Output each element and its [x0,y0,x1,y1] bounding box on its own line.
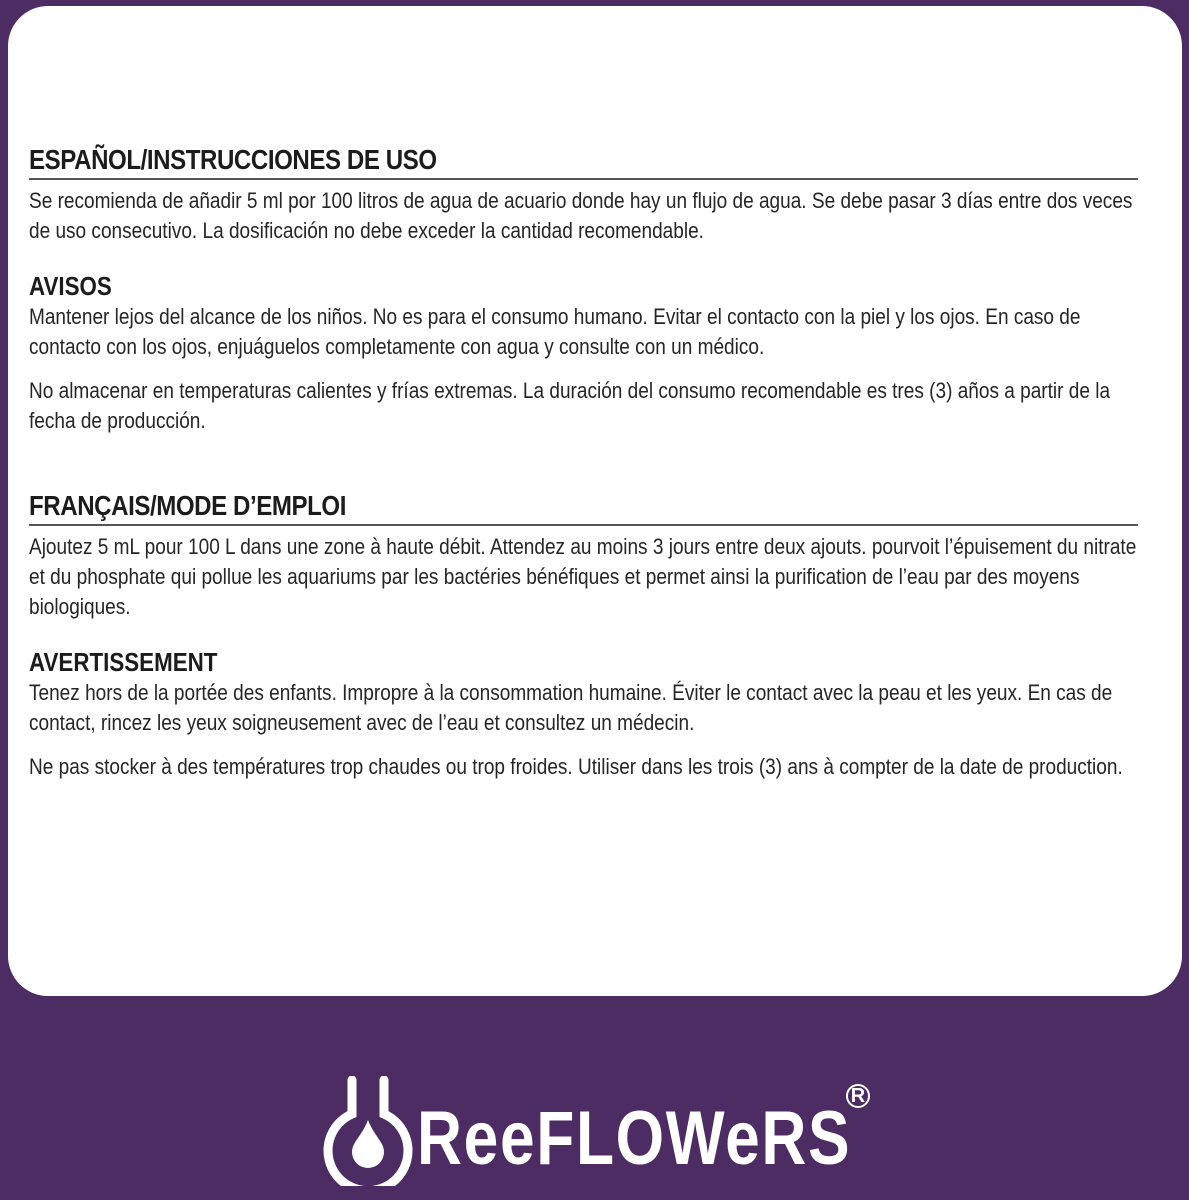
brand-footer [0,996,1189,1200]
french-usage-text: Ajoutez 5 mL pour 100 L dans une zone à haute débit. Attendez au moins 3 jours entre deux ajouts. pourvoit l’épuisement du nitrate et du phosphate qui pollue les aquariums par les bactéries bénéfiques et permet ainsi la purification de l’eau par des moyens biologiques. [29,534,1137,619]
section-divider [29,524,1138,526]
french-section-title: FRANÇAIS/MODE D’EMPLOI [29,490,346,521]
section-divider [29,178,1138,180]
french-warning-text: Tenez hors de la portée des enfants. Impropre à la consommation humaine. Éviter le contact avec la peau et les yeux. En cas de contact, rincez les yeux soigneusement avec de l’eau et consultez un médecin. [29,680,1113,735]
instructions-content [29,142,1138,782]
spanish-warning-text: Mantener lejos del alcance de los niños. No es para el consumo humano. Evitar el contacto con la piel y los ojos. En caso de contacto con los ojos, enjuáguelos completamente con agua y consulte con un médico. [29,304,1081,359]
brand-name: ReeFLOWeRS [417,1096,852,1181]
registered-mark: R [846,1084,870,1108]
flask-drop-icon [322,1076,414,1186]
french-storage-text: Ne pas stocker à des températures trop chaudes ou trop froides. Utiliser dans les trois (3) ans à compter de la date de production. [29,754,1123,779]
french-warnings-title: AVERTISSEMENT [29,647,218,677]
spanish-storage-text: No almacenar en temperaturas calientes y frías extremas. La duración del consumo recomendable es tres (3) años a partir de la fecha de producción. [29,378,1111,433]
spanish-section-title: ESPAÑOL/INSTRUCCIONES DE USO [29,144,437,175]
spanish-warnings-title: AVISOS [29,271,112,301]
brand-logo [322,1076,882,1186]
spanish-usage-text: Se recomienda de añadir 5 ml por 100 litros de agua de acuario donde hay un flujo de agua. Se debe pasar 3 días entre dos veces de uso consecutivo. La dosificación no debe exceder la cantidad recomendable. [29,188,1133,243]
